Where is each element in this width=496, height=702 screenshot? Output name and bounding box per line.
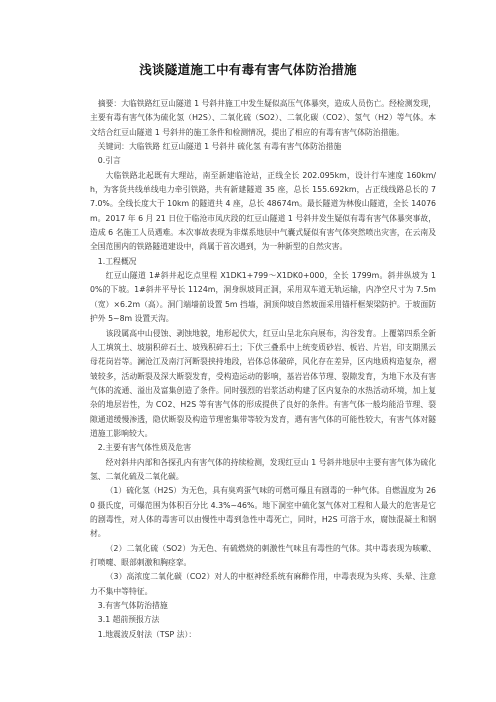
heading-prevention-measures: 3.有害气体防治措施 [97, 601, 168, 611]
abstract-paragraph: 摘要：大临铁路红豆山隧道 1 号斜井施工中发生疑似高压气体暴突，造成人员伤亡。经检测发现，主要有毒有害气体为硫化氢（H2S）、二氧化硫（SO2）、二氧化碳（CO2）、氢气（H2）等气体。本文结合红豆山隧道 1 号斜井的施工条件和检测情况，提出了相应的有毒有害气体防治措施。 [90, 99, 436, 137]
paragraph-geology: 该段属高中山侵蚀、剥蚀地貌，地形起伏大，红豆山呈北东向展布，沟谷发育。上覆第四系全新人工填筑土、坡崩积碎石土、坡残积碎石土；下伏三叠系中上统变质砂岩、板岩、片岩，印支期黑云母花岗岩等。澜沧江及南汀河断裂挟持地段，岩体总体破碎，风化存在差异，区内地质构造复杂，褶皱较多，活动断裂及深大断裂发育，受构造运动的影响，基岩岩体节理、裂隙发育，为地下水及有害气体的流通、溢出及富集创造了条件。同时强烈的岩浆活动构建了区内复杂的水热活动环境，加上复杂的地层岩性，为 CO2、H2S 等有害气体的形成提供了良好的条件。有害气体一般均能沿节理、裂隙通道缓慢渗透，隐伏断裂及构造节理密集带等较为发育，遇有害气体的可能性较大，有害气体对隧道施工影响较大。 [90, 328, 436, 438]
document-title: 浅谈隧道施工中有毒有害气体防治措施 [139, 62, 357, 77]
paragraph-gas-detection: 经对斜井内部和各探孔内有害气体的持续检测，发现红豆山 1 号斜井地层中主要有害气体为硫化氢、二氧化硫及二氧化碳。 [90, 457, 436, 481]
heading-introduction: 0.引言 [97, 156, 121, 166]
paragraph-introduction: 大临铁路北起既有大理站，南至新建临沧站，正线全长 202.095km，设计行车速度 160km/h，为客货共线单线电力牵引铁路，共有新建隧道 35 座，总长 155.692km，占正线线路总长的 77.0%。全线长度大于 10km 的隧道共 4 座，总长 48674m。最长隧道为林俊山隧道，全长 14076m。2017 年 6 月 21 日位于临沧市凤庆段的红豆山隧道 1 号斜井发生疑似有毒有害气体暴突事故，造成 6 名施工人员遇难。本次事故表现为非煤系地层中气囊式疑似有害气体突然喷出灾害，在云南及全国范围内的铁路隧道建设中，尚属于首次遇到，为一种新型的自然灾害。 [90, 170, 436, 252]
heading-advance-forecast: 3.1 超前预报方法 [97, 615, 160, 625]
paragraph-h2s: （1）硫化氢（H2S）为无色，具有臭鸡蛋气味的可燃可爆且有剧毒的一种气体。自燃温度为 260 摄氏度，可爆范围为体积百分比 4.3%~46%。地下洞室中硫化氢气体对工程和人最大的危害是它的剧毒性，对人体的毒害可以由慢性中毒到急性中毒死亡，同时，H2S 可溶于水，腐蚀混凝土和钢材。 [90, 486, 436, 539]
paragraph-so2: （2）二氧化硫（SO2）为无色、有硫燃烧的刺激性气味且有毒性的气体。其中毒表现为咳嗽、打喷嚏、眼部刺激和胸痉挛。 [90, 543, 436, 567]
heading-gas-properties: 2.主要有害气体性质及危害 [97, 443, 192, 453]
keywords-line: 关键词：大临铁路 红豆山隧道 1 号斜井 硫化氢 有毒有害气体防治措施 [97, 142, 342, 152]
paragraph-inclined-shaft: 红豆山隧道 1#斜井起讫点里程 X1DK1+799～X1DK0+000，全长 1799m。斜井纵坡为 10%的下坡。1#斜井平导长 1124m，洞身纵坡同正洞，采用双车道无轨运输，内净空尺寸为 7.5m（宽）×6.2m（高）。洞门端墙前设置 5m 挡墙，洞顶仰坡自然坡面采用锚杆框架梁防护。于坡面防护外 5~8m 设置天沟。 [90, 271, 436, 324]
heading-project-overview: 1.工程概况 [97, 256, 137, 266]
heading-tsp-method: 1.地震波反射法（TSP 法）： [97, 629, 197, 639]
document-body [90, 97, 436, 642]
paragraph-co2: （3）高浓度二氧化碳（CO2）对人的中枢神经系统有麻醉作用，中毒表现为头疼、头晕、注意力不集中等特征。 [90, 572, 436, 596]
